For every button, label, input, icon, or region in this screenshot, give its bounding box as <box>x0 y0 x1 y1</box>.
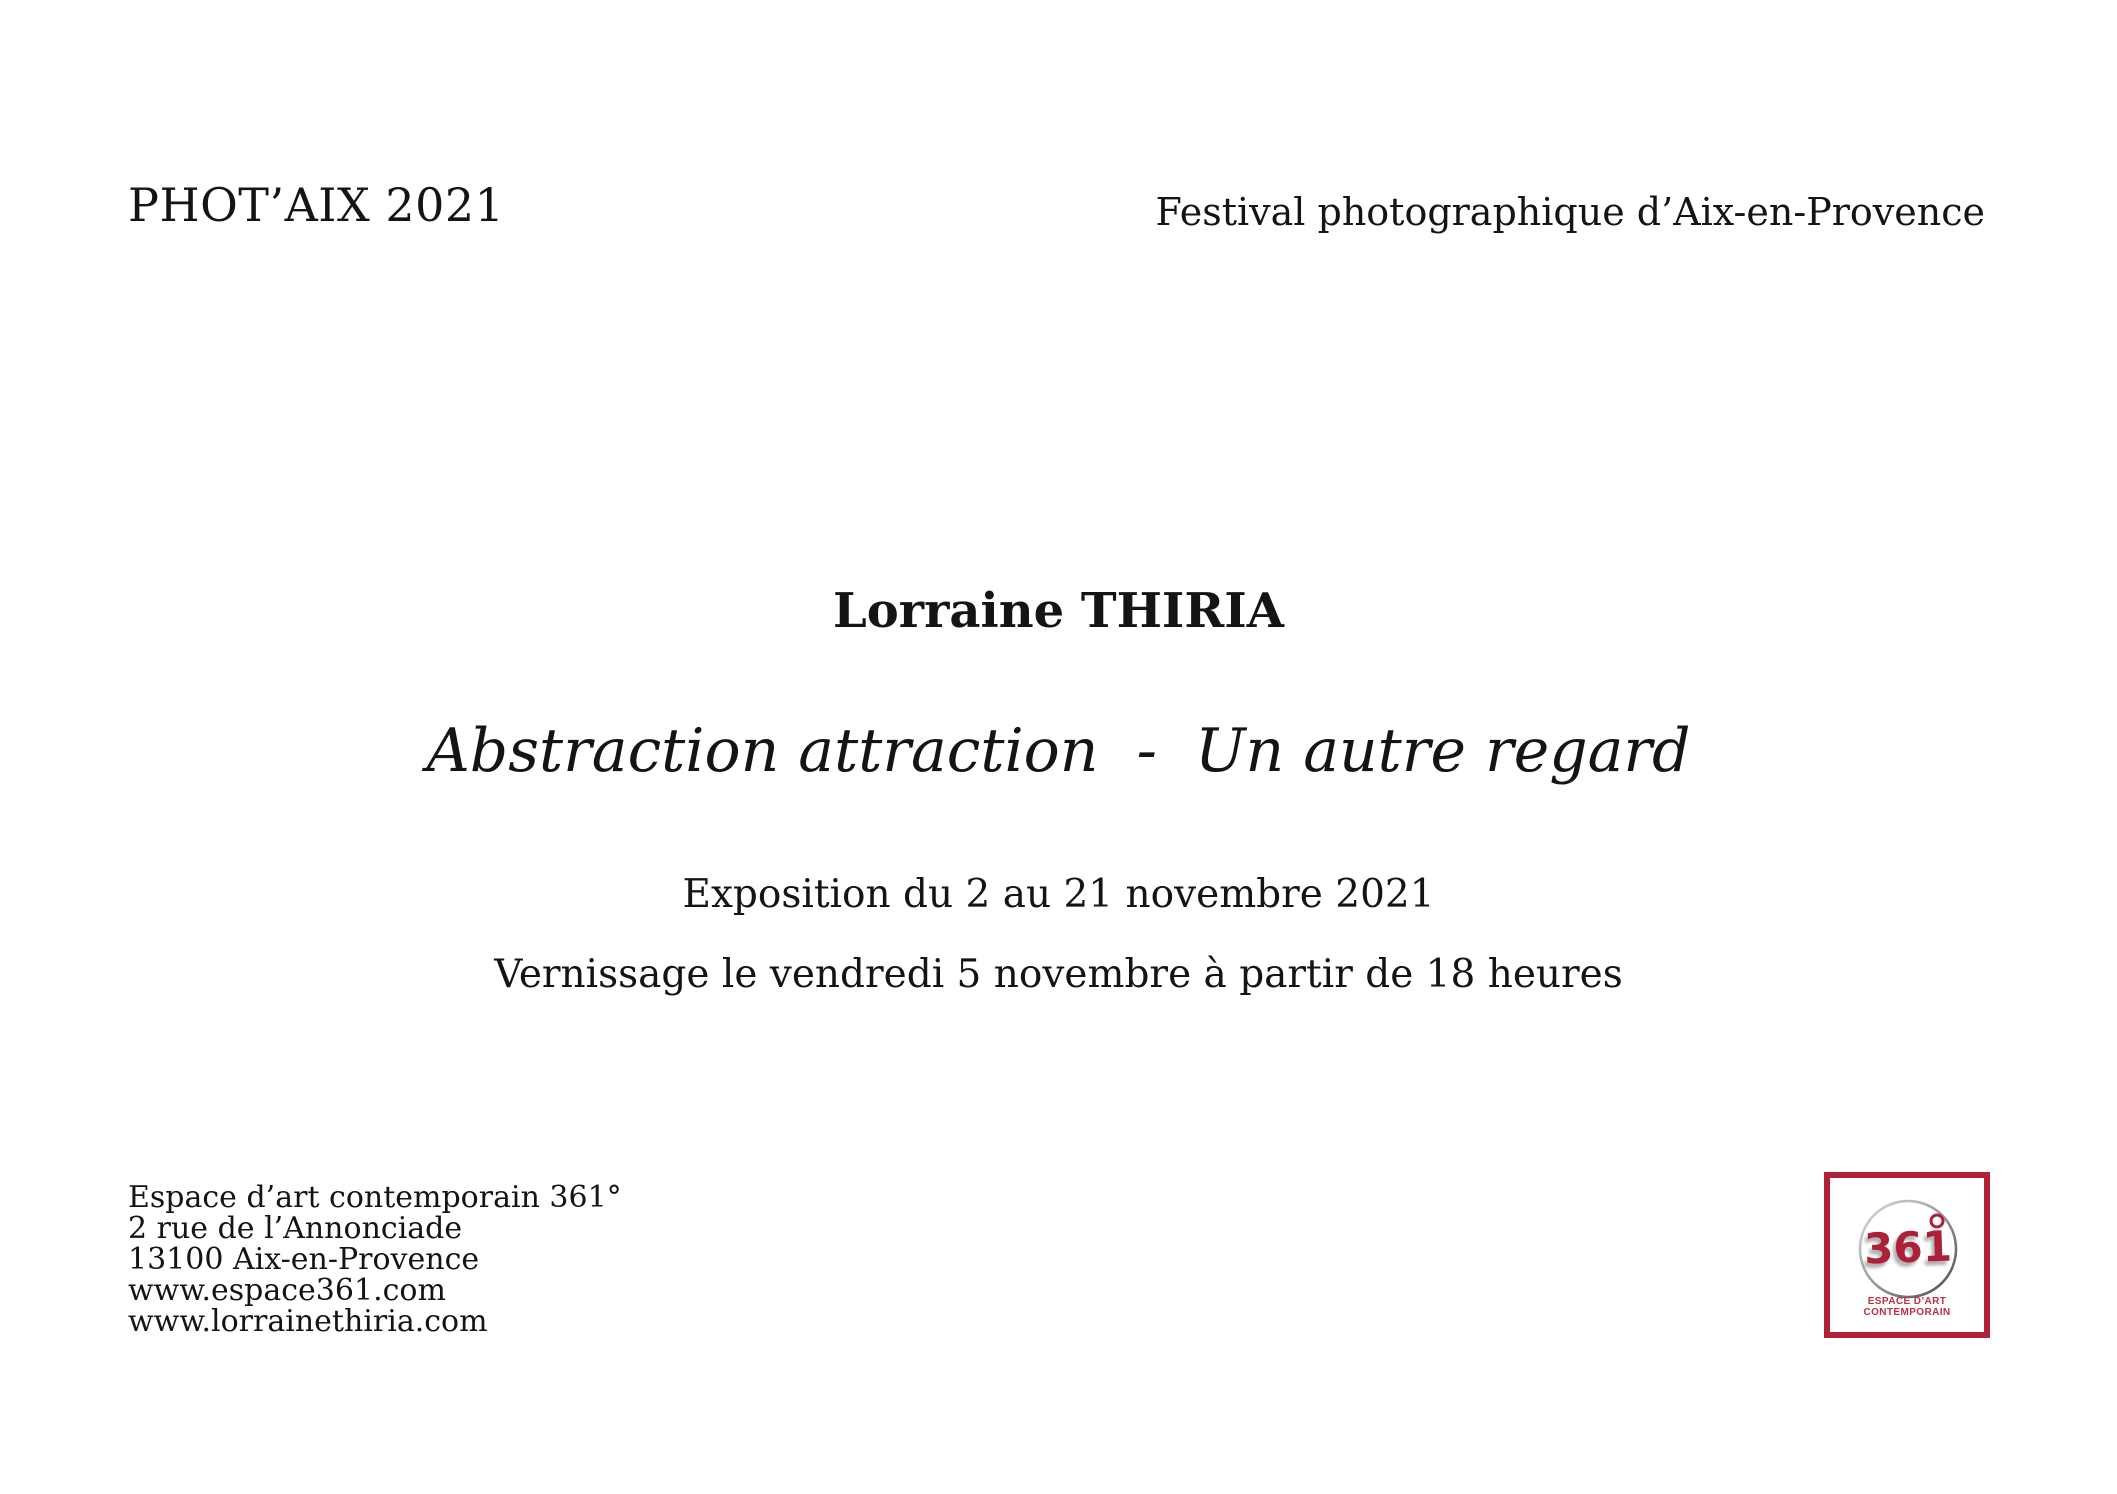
festival-title: PHOT’AIX 2021 <box>128 178 505 232</box>
artist-website-url[interactable]: www.lorrainethiria.com <box>128 1304 488 1339</box>
espace361-logo <box>1824 1172 1990 1338</box>
venue-website-url[interactable]: www.espace361.com <box>128 1273 446 1308</box>
artist-name: Lorraine THIRIA <box>833 583 1284 639</box>
vernissage-info: Vernissage le vendredi 5 novembre à partir de 18 heures <box>494 952 1623 997</box>
venue-street: 2 rue de l’Annonciade <box>128 1211 463 1246</box>
logo-number: 361 <box>1863 1221 1953 1274</box>
address-block <box>128 1182 622 1337</box>
venue-city: 13100 Aix-en-Provence <box>128 1242 480 1277</box>
venue-name: Espace d’art contemporain 361° <box>128 1180 622 1215</box>
exhibition-title: Abstraction attraction - Un autre regard <box>426 716 1691 786</box>
festival-subtitle: Festival photographique d’Aix-en-Provence <box>1155 190 1985 234</box>
exhibition-dates: Exposition du 2 au 21 novembre 2021 <box>682 872 1435 917</box>
logo-caption: ESPACE D’ART CONTEMPORAIN <box>1863 1296 1951 1318</box>
